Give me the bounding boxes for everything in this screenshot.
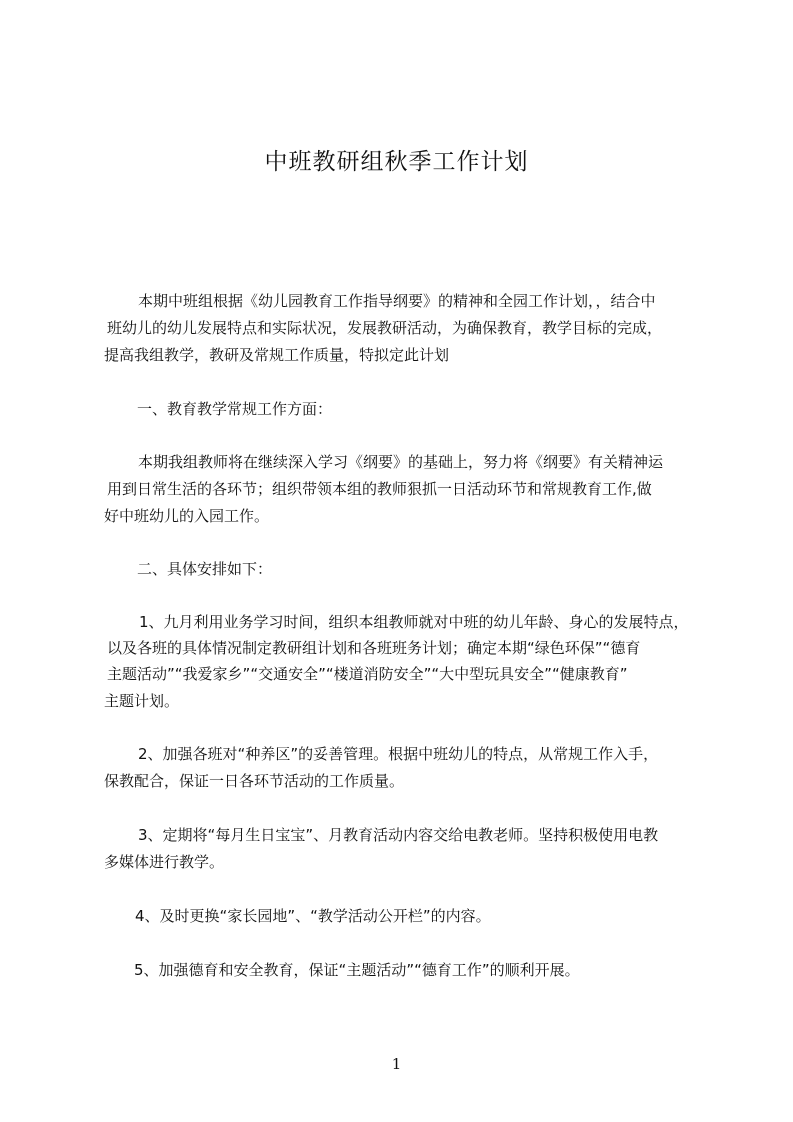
section1-heading: 一、教育教学常规工作方面： [137,400,333,418]
section1-line-1: 本期我组教师将在继续深入学习《纲要》的基础上，努力将《纲要》有关精神运 [138,453,664,471]
section1-line-2: 用到日常生活的各环节；组织带领本组的教师狠抓一日活动环节和常规教育工作,做 [107,480,652,498]
document-title: 中班教研组秋季工作计划 [264,149,529,175]
item4-line-1: 4、及时更换“家长园地”、“教学活动公开栏”的内容。 [135,907,491,925]
section2-heading: 二、具体安排如下： [137,560,273,578]
item3-line-1: 3、定期将“每月生日宝宝”、月教育活动内容交给电教老师。坚持积极使用电教 [138,826,659,844]
item1-line-3: 主题活动”“我爱家乡”“交通安全”“楼道消防安全”“大中型玩具安全”“健康教育” [107,665,628,683]
section1-line-3: 好中班幼儿的入园工作。 [104,507,270,525]
intro-line-2: 班幼儿的幼儿发展特点和实际状况，发展教研活动，为确保教育，教学目标的完成， [107,319,663,337]
intro-line-3: 提高我组教学，教研及常规工作质量，特拟定此计划 [104,346,450,364]
item1-line-4: 主题计划。 [104,692,180,710]
intro-line-1: 本期中班组根据《幼儿园教育工作指导纲要》的精神和全园工作计划，，结合中 [138,292,656,310]
item1-line-2: 以及各班的具体情况制定教研组计划和各班班务计划；确定本期“绿色环保”“德育 [107,639,641,657]
item1-line-1: 1、九月利用业务学习时间，组织本组教师就对中班的幼儿年龄、身心的发展特点， [139,613,689,631]
item2-line-2: 保教配合，保证一日各环节活动的工作质量。 [104,772,405,790]
item3-line-2: 多媒体进行教学。 [104,853,225,871]
item2-line-1: 2、加强各班对“种养区”的妥善管理。根据中班幼儿的特点，从常规工作入手， [138,745,659,763]
page-number: 1 [391,1055,402,1073]
item5-line-1: 5、加强德育和安全教育，保证“主题活动”“德育工作”的顺利开展。 [134,961,580,979]
